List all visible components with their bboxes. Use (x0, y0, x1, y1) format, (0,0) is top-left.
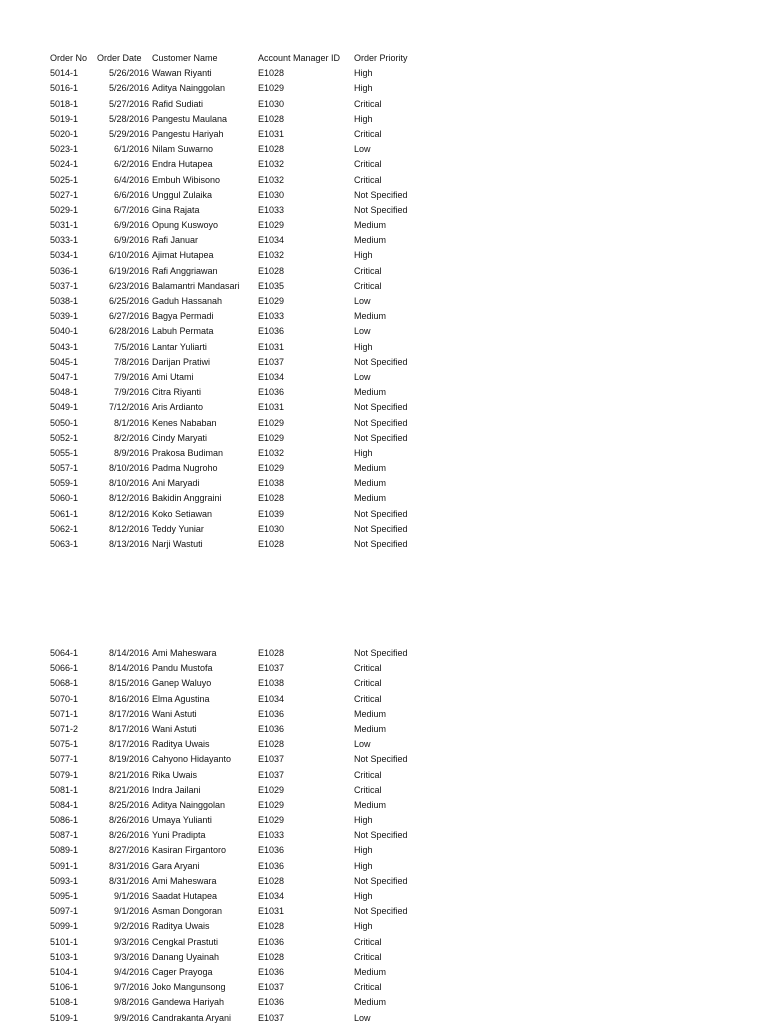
customer-name-cell: Ami Maheswara (152, 648, 217, 658)
order-no-cell: 5104-1 (50, 966, 79, 977)
customer-name-cell: Ani Maryadi (152, 478, 200, 489)
order-no-cell: 5095-1 (50, 891, 79, 901)
order-date-cell: 6/23/2016 (108, 280, 149, 291)
account-manager-id-cell: E1038 (258, 478, 285, 489)
account-manager-id-cell: E1028 (258, 493, 285, 504)
account-manager-id-cell: E1034 (258, 235, 285, 246)
order-priority-cell: Critical (354, 678, 382, 689)
order-no-cell: 5066-1 (50, 663, 79, 674)
account-manager-id-cell: E1037 (258, 356, 285, 367)
customer-name-cell: Umaya Yulianti (152, 815, 212, 826)
account-manager-id-cell: E1037 (258, 769, 285, 780)
account-manager-id-cell: E1036 (258, 966, 285, 977)
order-date-cell: 8/17/2016 (108, 708, 149, 719)
order-no-cell: 5045-1 (50, 356, 79, 367)
order-no-cell: 5050-1 (50, 417, 79, 428)
account-manager-id-cell: E1034 (258, 891, 285, 901)
order-date-cell: 6/10/2016 (108, 250, 149, 261)
order-priority-cell: High (354, 68, 373, 79)
order-date-cell: 8/1/2016 (113, 417, 149, 428)
customer-name-cell: Unggul Zulaika (152, 189, 213, 200)
account-manager-id-cell: E1033 (258, 830, 285, 841)
account-manager-id-cell: E1032 (258, 159, 285, 170)
customer-name-cell: Rafid Sudiati (152, 98, 204, 109)
customer-name-cell: Gandewa Hariyah (152, 997, 225, 1008)
order-priority-cell: Not Specified (354, 539, 408, 549)
order-no-cell: 5060-1 (50, 493, 79, 504)
customer-name-cell: Joko Mangunsong (152, 982, 226, 993)
customer-name-cell: Padma Nugroho (152, 463, 218, 474)
account-manager-id-cell: E1036 (258, 387, 285, 398)
order-date-cell: 7/12/2016 (108, 402, 149, 413)
order-priority-cell: Critical (354, 128, 382, 139)
customer-name-cell: Wani Astuti (152, 708, 197, 719)
order-no-cell: 5034-1 (50, 250, 79, 261)
order-date-cell: 5/26/2016 (108, 68, 149, 79)
account-manager-id-cell: E1029 (258, 296, 285, 306)
account-manager-id-cell: E1028 (258, 68, 285, 79)
order-no-cell: 5108-1 (50, 997, 79, 1008)
customer-name-cell: Nilam Suwarno (152, 144, 214, 155)
customer-name-cell: Cahyono Hidayanto (152, 754, 232, 765)
order-no-cell: 5061-1 (50, 508, 79, 519)
account-manager-id-cell: E1037 (258, 754, 285, 765)
order-priority-cell: Not Specified (354, 432, 408, 443)
order-date-cell: 8/31/2016 (108, 875, 149, 886)
order-priority-cell: High (354, 113, 373, 124)
order-date-cell: 8/26/2016 (108, 815, 149, 826)
customer-name-cell: Teddy Yuniar (152, 523, 204, 534)
order-date-cell: 6/27/2016 (108, 311, 149, 322)
order-no-cell: 5087-1 (50, 830, 79, 841)
order-priority-cell: Critical (354, 936, 382, 947)
order-priority-cell: Critical (354, 159, 382, 170)
order-date-cell: 6/25/2016 (108, 296, 149, 306)
order-priority-cell: Low (354, 739, 371, 750)
order-no-cell: 5062-1 (50, 523, 79, 534)
order-date-cell: 6/6/2016 (113, 189, 149, 200)
account-manager-id-cell: E1031 (258, 402, 285, 413)
customer-name-cell: Cager Prayoga (152, 966, 213, 977)
account-manager-id-cell: E1029 (258, 799, 285, 810)
order-priority-cell: Not Specified (354, 830, 408, 841)
customer-name-cell: Ajimat Hutapea (152, 250, 214, 261)
order-date-cell: 9/7/2016 (113, 982, 149, 993)
order-priority-cell: High (354, 815, 373, 826)
order-no-cell: 5019-1 (50, 113, 79, 124)
order-date-cell: 8/12/2016 (108, 508, 149, 519)
account-manager-id-cell: E1030 (258, 189, 285, 200)
order-priority-cell: Low (354, 1012, 371, 1023)
order-priority-cell: Medium (354, 311, 387, 322)
order-date-cell: 5/27/2016 (108, 98, 149, 109)
customer-name-cell: Elma Agustina (152, 693, 210, 704)
order-priority-cell: Critical (354, 265, 382, 276)
account-manager-id-cell: E1029 (258, 815, 285, 826)
order-date-cell: 8/2/2016 (113, 432, 149, 443)
order-priority-cell: Critical (354, 280, 382, 291)
order-date-cell: 7/8/2016 (113, 356, 149, 367)
order-priority-cell: Medium (354, 478, 387, 489)
account-manager-id-cell: E1028 (258, 875, 285, 886)
order-no-cell: 5097-1 (50, 906, 79, 917)
order-no-cell: 5027-1 (50, 189, 79, 200)
order-priority-cell: Medium (354, 708, 387, 719)
account-manager-id-cell: E1031 (258, 128, 285, 139)
customer-name-cell: Kenes Nababan (152, 417, 217, 428)
order-no-cell: 5093-1 (50, 875, 79, 886)
account-manager-id-cell: E1028 (258, 921, 285, 932)
account-manager-id-cell: E1032 (258, 250, 285, 261)
customer-name-cell: Pangestu Hariyah (152, 128, 224, 139)
order-priority-cell: High (354, 921, 373, 932)
account-manager-id-cell: E1036 (258, 845, 285, 856)
account-manager-id-cell: E1028 (258, 144, 285, 155)
order-no-cell: 5036-1 (50, 265, 79, 276)
account-manager-id-cell: E1036 (258, 936, 285, 947)
order-no-cell: 5075-1 (50, 739, 79, 750)
order-priority-cell: High (354, 860, 373, 871)
order-no-cell: 5018-1 (50, 98, 79, 109)
order-no-cell: 5099-1 (50, 921, 79, 932)
account-manager-id-cell: E1028 (258, 539, 285, 549)
account-manager-id-cell: E1029 (258, 784, 285, 795)
customer-name-cell: Rafi Januar (152, 235, 199, 246)
order-no-cell: 5109-1 (50, 1012, 79, 1023)
customer-name-cell: Labuh Permata (152, 326, 214, 337)
order-date-cell: 6/9/2016 (113, 235, 149, 246)
order-no-cell: 5016-1 (50, 83, 79, 94)
order-date-cell: 9/3/2016 (113, 936, 149, 947)
customer-name-cell: Pandu Mustofa (152, 663, 213, 674)
order-date-cell: 9/2/2016 (113, 921, 149, 932)
order-no-cell: 5049-1 (50, 402, 79, 413)
account-manager-id-cell: E1030 (258, 98, 285, 109)
order-date-cell: 7/5/2016 (113, 341, 149, 352)
order-priority-cell: Not Specified (354, 906, 408, 917)
account-manager-id-cell: E1036 (258, 326, 285, 337)
customer-name-cell: Raditya Uwais (152, 739, 210, 750)
customer-name-cell: Aditya Nainggolan (152, 83, 226, 94)
order-priority-cell: Not Specified (354, 523, 408, 534)
order-date-cell: 9/8/2016 (113, 997, 149, 1008)
account-manager-id-cell: E1028 (258, 739, 285, 750)
account-manager-id-cell: E1036 (258, 723, 285, 734)
order-date-cell: 8/21/2016 (108, 784, 149, 795)
order-priority-cell: Critical (354, 174, 382, 185)
order-no-cell: 5052-1 (50, 432, 79, 443)
order-priority-cell: Not Specified (354, 648, 408, 658)
order-date-cell: 6/4/2016 (113, 174, 149, 185)
order-priority-cell: Low (354, 371, 371, 382)
order-no-cell: 5103-1 (50, 951, 79, 962)
customer-name-cell: Candrakanta Aryani (152, 1012, 232, 1023)
order-date-cell: 6/2/2016 (113, 159, 149, 170)
order-date-cell: 6/19/2016 (108, 265, 149, 276)
order-date-cell: 8/12/2016 (108, 493, 149, 504)
order-no-cell: 5084-1 (50, 799, 79, 810)
order-priority-cell: Not Specified (354, 189, 408, 200)
order-no-cell: 5077-1 (50, 754, 79, 765)
customer-name-cell: Gara Aryani (152, 860, 200, 871)
order-priority-cell: High (354, 341, 373, 352)
order-date-cell: 8/16/2016 (108, 693, 149, 704)
order-no-cell: 5023-1 (50, 144, 79, 155)
account-manager-id-cell: E1028 (258, 951, 285, 962)
order-priority-cell: Medium (354, 463, 387, 474)
order-date-cell: 5/28/2016 (108, 113, 149, 124)
customer-name-cell: Koko Setiawan (152, 508, 213, 519)
customer-name-cell: Endra Hutapea (152, 159, 213, 170)
order-no-cell: 5071-2 (50, 723, 79, 734)
order-date-cell: 9/3/2016 (113, 951, 149, 962)
order-date-cell: 7/9/2016 (113, 387, 149, 398)
order-date-cell: 8/12/2016 (108, 523, 149, 534)
order-no-cell: 5025-1 (50, 174, 79, 185)
account-manager-id-cell: E1028 (258, 113, 285, 124)
account-manager-id-cell: E1029 (258, 83, 285, 94)
order-priority-cell: Medium (354, 493, 387, 504)
account-manager-id-cell: E1033 (258, 311, 285, 322)
account-manager-id-cell: E1029 (258, 432, 285, 443)
customer-name-cell: Rika Uwais (152, 769, 198, 780)
header-order-no: Order No (50, 53, 88, 63)
order-no-cell: 5106-1 (50, 982, 79, 993)
order-no-cell: 5079-1 (50, 769, 79, 780)
customer-name-cell: Bakidin Anggraini (152, 493, 222, 504)
customer-name-cell: Cindy Maryati (152, 432, 208, 443)
order-date-cell: 8/10/2016 (108, 463, 149, 474)
customer-name-cell: Embuh Wibisono (152, 174, 221, 185)
customer-name-cell: Asman Dongoran (152, 906, 223, 917)
order-priority-cell: Medium (354, 799, 387, 810)
order-date-cell: 8/10/2016 (108, 478, 149, 489)
customer-name-cell: Gina Rajata (152, 204, 200, 215)
order-no-cell: 5040-1 (50, 326, 79, 337)
order-no-cell: 5029-1 (50, 204, 79, 215)
order-date-cell: 9/4/2016 (113, 966, 149, 977)
order-no-cell: 5024-1 (50, 159, 79, 170)
customer-name-cell: Darijan Pratiwi (152, 356, 211, 367)
order-no-cell: 5063-1 (50, 539, 79, 549)
customer-name-cell: Danang Uyainah (152, 951, 220, 962)
order-date-cell: 8/13/2016 (108, 539, 149, 549)
customer-name-cell: Kasiran Firgantoro (152, 845, 227, 856)
order-no-cell: 5055-1 (50, 447, 79, 458)
order-no-cell: 5068-1 (50, 678, 79, 689)
order-priority-cell: Not Specified (354, 754, 408, 765)
order-date-cell: 9/1/2016 (113, 906, 149, 917)
customer-name-cell: Balamantri Mandasari (152, 280, 240, 291)
order-date-cell: 5/26/2016 (108, 83, 149, 94)
customer-name-cell: Pangestu Maulana (152, 113, 228, 124)
account-manager-id-cell: E1034 (258, 371, 285, 382)
customer-name-cell: Citra Riyanti (152, 387, 202, 398)
order-priority-cell: Critical (354, 982, 382, 993)
account-manager-id-cell: E1037 (258, 663, 285, 674)
order-no-cell: 5048-1 (50, 387, 79, 398)
order-priority-cell: Critical (354, 98, 382, 109)
order-date-cell: 6/9/2016 (113, 220, 149, 231)
order-date-cell: 8/31/2016 (108, 860, 149, 871)
order-priority-cell: Low (354, 144, 371, 155)
customer-name-cell: Raditya Uwais (152, 921, 210, 932)
account-manager-id-cell: E1039 (258, 508, 285, 519)
customer-name-cell: Wawan Riyanti (152, 68, 212, 79)
account-manager-id-cell: E1028 (258, 265, 285, 276)
header-customer-name: Customer Name (152, 53, 218, 63)
account-manager-id-cell: E1029 (258, 220, 285, 231)
order-no-cell: 5043-1 (50, 341, 79, 352)
customer-name-cell: Ami Utami (152, 371, 194, 382)
order-no-cell: 5039-1 (50, 311, 79, 322)
account-manager-id-cell: E1037 (258, 1012, 285, 1023)
account-manager-id-cell: E1031 (258, 906, 285, 917)
customer-name-cell: Narji Wastuti (152, 539, 203, 549)
customer-name-cell: Ami Maheswara (152, 875, 217, 886)
account-manager-id-cell: E1036 (258, 860, 285, 871)
customer-name-cell: Saadat Hutapea (152, 891, 218, 901)
account-manager-id-cell: E1028 (258, 648, 285, 658)
order-priority-cell: Medium (354, 997, 387, 1008)
order-priority-cell: High (354, 891, 373, 901)
customer-name-cell: Ganep Waluyo (152, 678, 212, 689)
order-date-cell: 8/14/2016 (108, 663, 149, 674)
account-manager-id-cell: E1036 (258, 997, 285, 1008)
order-priority-cell: High (354, 83, 373, 94)
order-no-cell: 5064-1 (50, 648, 79, 658)
header-order-priority: Order Priority (354, 53, 408, 63)
customer-name-cell: Aris Ardianto (152, 402, 204, 413)
account-manager-id-cell: E1037 (258, 982, 285, 993)
order-date-cell: 6/28/2016 (108, 326, 149, 337)
order-priority-cell: Low (354, 296, 371, 306)
order-priority-cell: Not Specified (354, 402, 408, 413)
customer-name-cell: Prakosa Budiman (152, 447, 224, 458)
order-date-cell: 8/27/2016 (108, 845, 149, 856)
order-date-cell: 5/29/2016 (108, 128, 149, 139)
order-priority-cell: Not Specified (354, 356, 408, 367)
order-no-cell: 5059-1 (50, 478, 79, 489)
order-date-cell: 8/14/2016 (108, 648, 149, 658)
order-no-cell: 5086-1 (50, 815, 79, 826)
customer-name-cell: Indra Jailani (152, 784, 201, 795)
order-date-cell: 8/17/2016 (108, 739, 149, 750)
order-priority-cell: Medium (354, 220, 387, 231)
order-date-cell: 9/9/2016 (113, 1012, 149, 1023)
customer-name-cell: Wani Astuti (152, 723, 197, 734)
header-account-manager-id: Account Manager ID (258, 53, 341, 63)
account-manager-id-cell: E1032 (258, 174, 285, 185)
customer-name-cell: Opung Kuswoyo (152, 220, 219, 231)
order-date-cell: 9/1/2016 (113, 891, 149, 901)
order-priority-cell: High (354, 845, 373, 856)
account-manager-id-cell: E1029 (258, 417, 285, 428)
customer-name-cell: Yuni Pradipta (152, 830, 206, 841)
order-date-cell: 8/9/2016 (113, 447, 149, 458)
order-priority-cell: Medium (354, 723, 387, 734)
order-no-cell: 5057-1 (50, 463, 79, 474)
order-no-cell: 5031-1 (50, 220, 79, 231)
order-priority-cell: Critical (354, 693, 382, 704)
order-date-cell: 8/25/2016 (108, 799, 149, 810)
order-no-cell: 5071-1 (50, 708, 79, 719)
customer-name-cell: Lantar Yuliarti (152, 341, 207, 352)
customer-name-cell: Gaduh Hassanah (152, 296, 223, 306)
account-manager-id-cell: E1031 (258, 341, 285, 352)
customer-name-cell: Rafi Anggriawan (152, 265, 218, 276)
order-priority-cell: Medium (354, 966, 387, 977)
account-manager-id-cell: E1033 (258, 204, 285, 215)
order-priority-cell: Not Specified (354, 875, 408, 886)
order-date-cell: 6/7/2016 (113, 204, 149, 215)
account-manager-id-cell: E1038 (258, 678, 285, 689)
account-manager-id-cell: E1032 (258, 447, 285, 458)
order-no-cell: 5091-1 (50, 860, 79, 871)
order-priority-cell: Critical (354, 663, 382, 674)
order-no-cell: 5037-1 (50, 280, 79, 291)
order-priority-cell: Medium (354, 387, 387, 398)
order-date-cell: 6/1/2016 (113, 144, 149, 155)
order-date-cell: 8/26/2016 (108, 830, 149, 841)
order-priority-cell: High (354, 447, 373, 458)
order-priority-cell: Not Specified (354, 508, 408, 519)
order-no-cell: 5038-1 (50, 296, 79, 306)
account-manager-id-cell: E1029 (258, 463, 285, 474)
order-priority-cell: Medium (354, 235, 387, 246)
order-date-cell: 8/21/2016 (108, 769, 149, 780)
account-manager-id-cell: E1030 (258, 523, 285, 534)
customer-name-cell: Aditya Nainggolan (152, 799, 226, 810)
account-manager-id-cell: E1035 (258, 280, 285, 291)
account-manager-id-cell: E1034 (258, 693, 285, 704)
header-order-date: Order Date (97, 53, 142, 63)
order-no-cell: 5047-1 (50, 371, 79, 382)
order-date-cell: 8/19/2016 (108, 754, 149, 765)
order-priority-cell: High (354, 250, 373, 261)
order-date-cell: 8/17/2016 (108, 723, 149, 734)
order-priority-cell: Low (354, 326, 371, 337)
order-priority-cell: Not Specified (354, 204, 408, 215)
customer-name-cell: Cengkal Prastuti (152, 936, 219, 947)
order-priority-cell: Critical (354, 769, 382, 780)
order-no-cell: 5070-1 (50, 693, 79, 704)
account-manager-id-cell: E1036 (258, 708, 285, 719)
order-priority-cell: Not Specified (354, 417, 408, 428)
order-no-cell: 5101-1 (50, 936, 79, 947)
order-no-cell: 5033-1 (50, 235, 79, 246)
order-no-cell: 5020-1 (50, 128, 79, 139)
order-no-cell: 5014-1 (50, 68, 79, 79)
order-no-cell: 5089-1 (50, 845, 79, 856)
order-priority-cell: Critical (354, 951, 382, 962)
order-date-cell: 7/9/2016 (113, 371, 149, 382)
customer-name-cell: Bagya Permadi (152, 311, 214, 322)
order-priority-cell: Critical (354, 784, 382, 795)
order-date-cell: 8/15/2016 (108, 678, 149, 689)
order-no-cell: 5081-1 (50, 784, 79, 795)
